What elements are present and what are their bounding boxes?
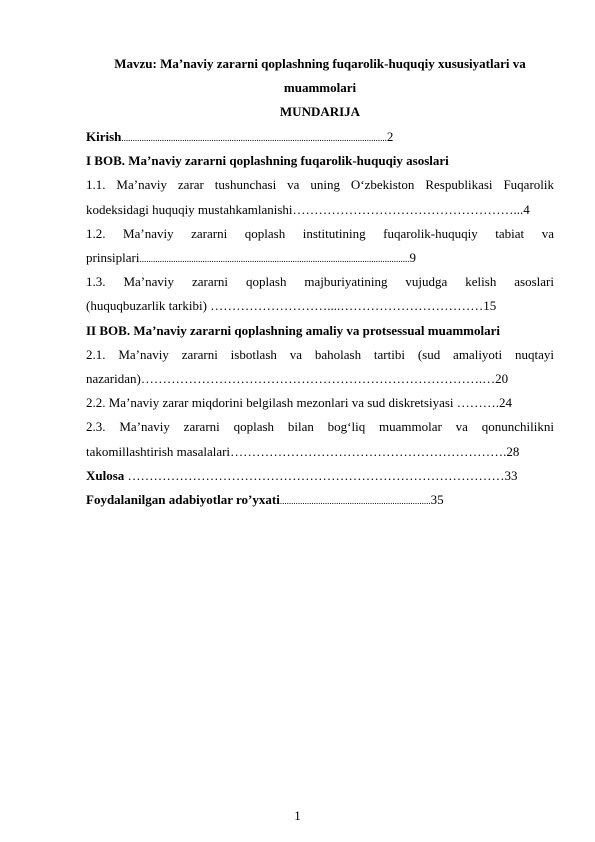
toc-intro-dots: ...................................................................................................................... (121, 133, 387, 143)
toc-2-2-page: 24 (499, 395, 513, 410)
toc-1-3-page: 15 (483, 298, 497, 313)
toc-2-3-text: takomillashtirish masalalari (86, 444, 231, 459)
toc-chapter-1: I BOB. Ma’naviy zararni qoplashning fuqarolik-huquqiy asoslari (86, 153, 449, 168)
toc-1-3-dots: ………………………....…………………………… (210, 298, 484, 313)
toc-2-2-dots: ………. (456, 395, 500, 410)
toc-entry-2-2 (86, 395, 554, 411)
toc-entry-intro (86, 129, 554, 146)
document-title-line-2: muammolari (283, 80, 357, 95)
toc-2-3-page: 28 (506, 444, 520, 459)
toc-1-1-dots: ……………………………………………... (292, 202, 524, 217)
toc-entry-1-3-line-1: 1.3. Ma’naviy zararni qoplash majburiyatining vujudga kelish asoslari (86, 274, 554, 289)
toc-1-3-text: (huquqbuzarlik tarkibi) (86, 298, 211, 313)
toc-references-page: 35 (430, 492, 444, 507)
toc-references-dots: ................................................................... (279, 496, 431, 506)
toc-entry-2-3-line-2 (86, 444, 554, 460)
toc-references-label: Foydalanilgan adabiyotlar ro’yxati (86, 492, 280, 507)
page-number: 1 (294, 808, 301, 823)
toc-2-3-dots: ………………………………………………………. (230, 444, 507, 459)
toc-2-2-text: 2.2. Ma’naviy zarar miqdorini belgilash mezonlari va sud diskretsiyasi (86, 395, 457, 410)
toc-chapter-2: II BOB. Ma’naviy zararni qoplashning amaliy va protsessual muammolari (86, 323, 500, 338)
toc-1-2-dots: ........................................................................................................................ (139, 254, 410, 264)
toc-2-1-page: 20 (495, 371, 509, 386)
toc-intro-page: 2 (386, 129, 394, 144)
toc-entry-1-2-line-1: 1.2. Ma’naviy zararni qoplash institutining fuqarolik-huquqiy tabiat va (86, 226, 554, 241)
toc-conclusion-page: 33 (504, 468, 518, 483)
toc-entry-1-2-line-2 (86, 250, 554, 267)
toc-1-2-page: 9 (409, 250, 416, 265)
toc-1-2-text: prinsiplari (86, 250, 140, 265)
toc-2-1-dots: …………………………………………………………………….… (140, 371, 496, 386)
toc-intro-label: Kirish (86, 129, 122, 144)
document-title-line-1: Mavzu: Ma’naviy zararni qoplashning fuqarolik-huquqiy xususiyatlari va (114, 56, 526, 71)
contents-heading: MUNDARIJA (279, 104, 361, 119)
toc-entry-1-1-line-2 (86, 202, 554, 218)
toc-2-1-text: nazaridan) (86, 371, 141, 386)
toc-conclusion-dots: …………………………………………………………………………… (124, 468, 505, 483)
toc-entry-1-3-line-2 (86, 298, 554, 314)
toc-entry-references (86, 492, 554, 509)
toc-entry-2-3-line-1: 2.3. Ma’naviy zararni qoplash bilan bog‘liq muammolar va qonunchilikni (86, 419, 554, 434)
toc-entry-2-1-line-2 (86, 371, 554, 387)
toc-entry-2-1-line-1: 2.1. Ma’naviy zararni isbotlash va baholash tartibi (sud amaliyoti nuqtayi (86, 347, 554, 362)
toc-1-1-page: 4 (523, 202, 530, 217)
toc-conclusion-label: Xulosa (86, 468, 125, 483)
toc-entry-conclusion (86, 468, 554, 484)
toc-1-1-text: kodeksidagi huquqiy mustahkamlanishi (86, 202, 293, 217)
toc-entry-1-1-line-1: 1.1. Ma’naviy zarar tushunchasi va uning O‘zbekiston Respublikasi Fuqarolik (86, 177, 554, 192)
